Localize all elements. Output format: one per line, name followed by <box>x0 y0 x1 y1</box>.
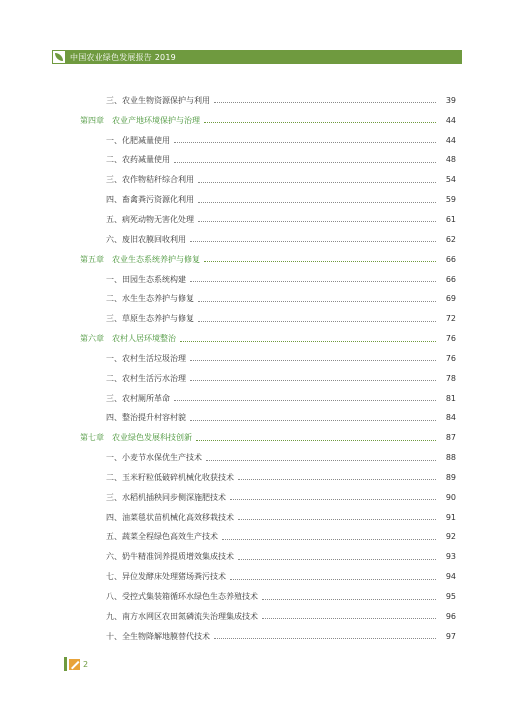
dot-leader <box>206 460 436 461</box>
chapter-title: 农业生态系统养护与修复 <box>112 254 200 264</box>
dot-leader <box>214 102 436 103</box>
chapter-number: 第五章 <box>80 254 104 264</box>
toc-page-number: 95 <box>445 592 456 602</box>
toc-page-number: 69 <box>445 294 456 304</box>
dot-leader <box>196 440 436 441</box>
dot-leader <box>204 122 436 123</box>
dot-leader <box>180 341 436 342</box>
toc-entry-label: 四、整治提升村容村貌 <box>106 413 186 423</box>
dot-leader <box>262 599 436 600</box>
toc-chapter-row[interactable] <box>80 428 456 448</box>
dot-leader <box>190 380 436 381</box>
toc-section-row[interactable] <box>80 309 456 329</box>
toc-section-row[interactable] <box>80 547 456 567</box>
toc-page-number: 44 <box>445 135 456 145</box>
dot-leader <box>230 499 436 500</box>
toc-entry-label <box>80 334 176 344</box>
page-footer <box>64 657 88 671</box>
chapter-title: 农业产地环境保护与治理 <box>112 115 200 125</box>
toc-page-number: 66 <box>445 274 456 284</box>
toc-entry-label: 六、奶牛精准饲养提质增效集成技术 <box>106 552 234 562</box>
toc-section-row[interactable] <box>80 289 456 309</box>
toc-section-row[interactable] <box>80 409 456 429</box>
toc-entry-label: 二、农药减量使用 <box>106 155 170 165</box>
toc-entry-label <box>80 255 200 265</box>
toc-page-number: 72 <box>445 314 456 324</box>
toc-entry-label: 三、草原生态养护与修复 <box>106 314 194 324</box>
running-header <box>52 50 462 64</box>
toc-section-row[interactable] <box>80 190 456 210</box>
header-title: 中国农业绿色发展报告 2019 <box>70 52 176 62</box>
dot-leader <box>190 241 436 242</box>
footer-accent-bar <box>64 657 67 671</box>
toc-section-row[interactable] <box>80 170 456 190</box>
dot-leader <box>174 142 436 143</box>
toc-chapter-row[interactable] <box>80 329 456 349</box>
toc-page-number: 97 <box>445 631 456 641</box>
page-number: 2 <box>83 659 89 669</box>
toc-entry-label: 九、南方水网区农田氮磷流失治理集成技术 <box>106 611 258 621</box>
toc-section-row[interactable] <box>80 369 456 389</box>
toc-section-row[interactable] <box>80 389 456 409</box>
toc-section-row[interactable] <box>80 607 456 627</box>
toc-entry-label: 八、受控式集装箱循环水绿色生态养殖技术 <box>106 592 258 602</box>
toc-section-row[interactable] <box>80 131 456 151</box>
chapter-title: 农业绿色发展科技创新 <box>112 433 192 443</box>
toc-entry-label: 十、全生物降解地膜替代技术 <box>106 631 210 641</box>
toc-page-number: 88 <box>445 453 456 463</box>
toc-page-number: 78 <box>445 373 456 383</box>
toc-section-row[interactable] <box>80 508 456 528</box>
toc-section-row[interactable] <box>80 488 456 508</box>
toc-page-number: 87 <box>445 433 456 443</box>
toc-chapter-row[interactable] <box>80 111 456 131</box>
toc-entry-label: 一、化肥减量使用 <box>106 135 170 145</box>
toc-page-number: 93 <box>445 552 456 562</box>
toc-section-row[interactable] <box>80 230 456 250</box>
toc-entry-label: 七、异位发酵床处理猪场粪污技术 <box>106 572 226 582</box>
dot-leader <box>238 479 436 480</box>
toc-entry-label: 五、蔬菜全程绿色高效生产技术 <box>106 532 218 542</box>
toc-section-row[interactable] <box>80 627 456 647</box>
toc-page-number: 48 <box>445 155 456 165</box>
dot-leader <box>222 539 436 540</box>
toc-entry-label <box>80 116 200 126</box>
toc-page-number: 92 <box>445 532 456 542</box>
logo-icon <box>52 50 66 64</box>
toc-page-number: 89 <box>445 472 456 482</box>
toc-entry-label: 四、畜禽粪污资源化利用 <box>106 195 194 205</box>
toc-section-row[interactable] <box>80 587 456 607</box>
toc-page-number: 94 <box>445 572 456 582</box>
toc-entry-label: 二、玉米籽粒低破碎机械化收获技术 <box>106 472 234 482</box>
chapter-number: 第六章 <box>80 334 104 344</box>
dot-leader <box>198 182 436 183</box>
dot-leader <box>198 301 436 302</box>
toc-page-number: 66 <box>445 254 456 264</box>
dot-leader <box>174 400 436 401</box>
toc-page-number: 39 <box>445 95 456 105</box>
toc-entry-label: 一、小麦节水保优生产技术 <box>106 453 202 463</box>
dot-leader <box>262 618 436 619</box>
toc-section-row[interactable] <box>80 91 456 111</box>
toc-page-number: 61 <box>445 214 456 224</box>
dot-leader <box>198 321 436 322</box>
toc-page-number: 91 <box>445 512 456 522</box>
toc-page-number: 96 <box>445 611 456 621</box>
toc-page-number: 84 <box>445 413 456 423</box>
chapter-number: 第七章 <box>80 433 104 443</box>
table-of-contents <box>80 91 456 647</box>
dot-leader <box>214 638 436 639</box>
toc-section-row[interactable] <box>80 448 456 468</box>
dot-leader <box>198 221 436 222</box>
toc-entry-label: 五、病死动物无害化处理 <box>106 214 194 224</box>
toc-section-row[interactable] <box>80 210 456 230</box>
toc-chapter-row[interactable] <box>80 250 456 270</box>
toc-page-number: 90 <box>445 492 456 502</box>
toc-section-row[interactable] <box>80 528 456 548</box>
toc-section-row[interactable] <box>80 151 456 171</box>
toc-entry-label: 三、农村厕所革命 <box>106 393 170 403</box>
chapter-number: 第四章 <box>80 115 104 125</box>
toc-page-number: 62 <box>445 234 456 244</box>
toc-entry-label: 二、水生生态养护与修复 <box>106 294 194 304</box>
toc-page-number: 76 <box>445 353 456 363</box>
toc-section-row[interactable] <box>80 468 456 488</box>
toc-entry-label: 二、农村生活污水治理 <box>106 373 186 383</box>
toc-page-number: 54 <box>445 175 456 185</box>
toc-section-row[interactable] <box>80 270 456 290</box>
dot-leader <box>190 360 436 361</box>
toc-section-row[interactable] <box>80 349 456 369</box>
dot-leader <box>204 261 436 262</box>
toc-entry-label <box>80 433 192 443</box>
toc-page-number: 59 <box>445 195 456 205</box>
toc-entry-label: 四、油菜毯状苗机械化高效移栽技术 <box>106 512 234 522</box>
toc-entry-label: 一、农村生活垃圾治理 <box>106 353 186 363</box>
pencil-icon <box>69 659 80 670</box>
dot-leader <box>190 420 436 421</box>
dot-leader <box>238 519 436 520</box>
dot-leader <box>198 202 436 203</box>
dot-leader <box>190 281 436 282</box>
dot-leader <box>230 579 436 580</box>
chapter-title: 农村人居环境整治 <box>112 334 176 344</box>
toc-entry-label: 三、水稻机插秧同步侧深施肥技术 <box>106 492 226 502</box>
toc-page-number: 76 <box>445 334 456 344</box>
toc-entry-label: 一、田园生态系统构建 <box>106 274 186 284</box>
dot-leader <box>174 162 436 163</box>
toc-page-number: 81 <box>445 393 456 403</box>
toc-section-row[interactable] <box>80 567 456 587</box>
toc-page-number: 44 <box>445 115 456 125</box>
toc-entry-label: 六、废旧农膜回收利用 <box>106 234 186 244</box>
dot-leader <box>238 559 436 560</box>
toc-entry-label: 三、农作物秸秆综合利用 <box>106 175 194 185</box>
toc-entry-label: 三、农业生物资源保护与利用 <box>106 95 210 105</box>
